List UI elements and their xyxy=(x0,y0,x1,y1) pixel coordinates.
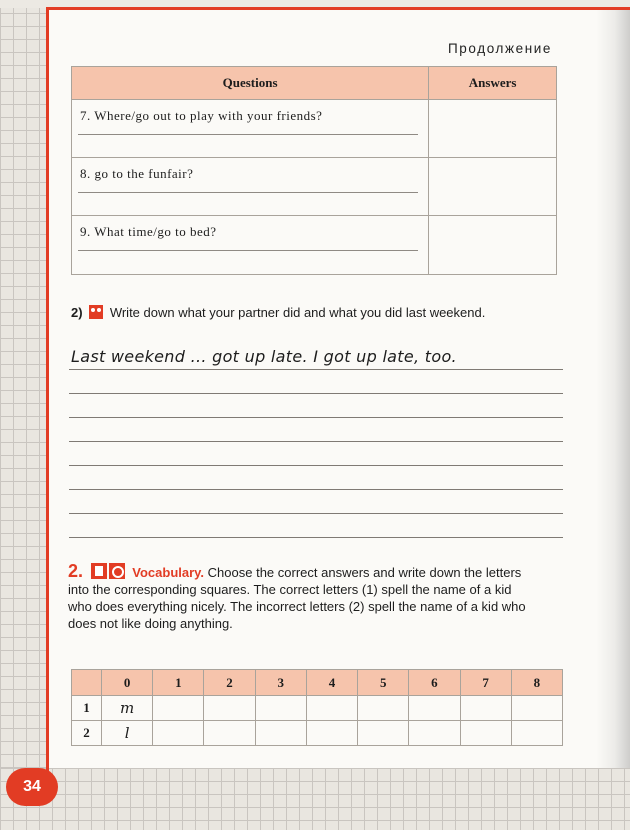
column-header: 3 xyxy=(255,670,306,696)
writing-line[interactable] xyxy=(69,537,563,538)
red-border-top xyxy=(46,7,630,10)
answers-column-header: Answers xyxy=(429,67,557,100)
answer-cell[interactable] xyxy=(429,100,557,158)
table-row xyxy=(72,721,563,746)
questions-table-header xyxy=(72,67,557,100)
question-cell xyxy=(72,100,429,158)
writing-line[interactable] xyxy=(78,134,418,135)
task-number: 2) xyxy=(71,305,83,320)
section-2-vocabulary xyxy=(68,563,528,632)
column-header: 1 xyxy=(153,670,204,696)
page-spine-shadow xyxy=(596,10,630,768)
writing-line[interactable] xyxy=(69,417,563,418)
row-label: 2 xyxy=(72,721,102,746)
book-icon xyxy=(91,563,107,579)
column-header: 4 xyxy=(306,670,357,696)
writing-line[interactable] xyxy=(69,465,563,466)
letter-cell[interactable] xyxy=(460,696,511,721)
column-header: 5 xyxy=(358,670,409,696)
pair-work-icon xyxy=(89,305,103,319)
letters-grid xyxy=(71,669,563,746)
letter-cell[interactable] xyxy=(511,696,562,721)
continued-label: Продолжение xyxy=(448,41,553,56)
table-row xyxy=(72,158,557,216)
writing-line[interactable] xyxy=(69,393,563,394)
writing-line[interactable] xyxy=(69,369,563,370)
writing-line[interactable] xyxy=(69,513,563,514)
answer-cell[interactable] xyxy=(429,158,557,216)
column-header: 7 xyxy=(460,670,511,696)
task-instruction-text: Write down what your partner did and what you did last weekend. xyxy=(109,305,486,320)
writing-line[interactable] xyxy=(78,250,418,251)
letter-cell[interactable] xyxy=(409,696,460,721)
question-cell xyxy=(72,158,429,216)
column-header: 6 xyxy=(409,670,460,696)
page-number-badge: 34 xyxy=(6,768,58,806)
question-text: 8. go to the funfair? xyxy=(80,166,194,181)
letter-cell[interactable] xyxy=(204,696,255,721)
letter-cell[interactable] xyxy=(204,721,255,746)
letter-cell[interactable] xyxy=(255,721,306,746)
disc-icon xyxy=(109,563,125,579)
column-header: 8 xyxy=(511,670,562,696)
table-row xyxy=(72,696,563,721)
task-2-instruction xyxy=(71,304,541,321)
letters-grid-header xyxy=(72,670,563,696)
column-header: 2 xyxy=(204,670,255,696)
letter-cell[interactable] xyxy=(460,721,511,746)
question-cell xyxy=(72,216,429,275)
letter-cell[interactable] xyxy=(153,696,204,721)
table-row xyxy=(72,100,557,158)
letter-cell[interactable] xyxy=(358,721,409,746)
questions-table xyxy=(71,66,557,275)
letter-cell[interactable] xyxy=(153,721,204,746)
letter-cell[interactable] xyxy=(255,696,306,721)
section-instruction: Choose the correct answers and write down the letters into the corresponding squares. The correct letters (1) spell the name of a kid who does everything nicely. The incorrect letters (2) spell the name of a kid who does not like doing anything. xyxy=(68,565,526,631)
writing-line[interactable] xyxy=(69,441,563,442)
letter-cell[interactable] xyxy=(358,696,409,721)
answer-cell[interactable] xyxy=(429,216,557,275)
red-border-left xyxy=(46,7,49,777)
letter-cell[interactable] xyxy=(511,721,562,746)
writing-line[interactable] xyxy=(78,192,418,193)
question-text: 7. Where/go out to play with your friends? xyxy=(80,108,323,123)
grid-margin-bottom xyxy=(0,768,630,830)
letter-cell[interactable] xyxy=(306,696,357,721)
question-text: 9. What time/go to bed? xyxy=(80,224,217,239)
letter-cell[interactable] xyxy=(306,721,357,746)
questions-column-header: Questions xyxy=(72,67,429,100)
letter-cell[interactable] xyxy=(409,721,460,746)
handwritten-example: Last weekend ... got up late. I got up late, too. xyxy=(71,347,457,366)
letter-cell[interactable]: m xyxy=(102,696,153,721)
corner-cell xyxy=(72,670,102,696)
column-header: 0 xyxy=(102,670,153,696)
row-label: 1 xyxy=(72,696,102,721)
letter-cell[interactable]: l xyxy=(102,721,153,746)
writing-line[interactable] xyxy=(69,489,563,490)
section-title: Vocabulary. xyxy=(132,565,205,580)
table-row xyxy=(72,216,557,275)
section-number: 2. xyxy=(68,561,84,581)
